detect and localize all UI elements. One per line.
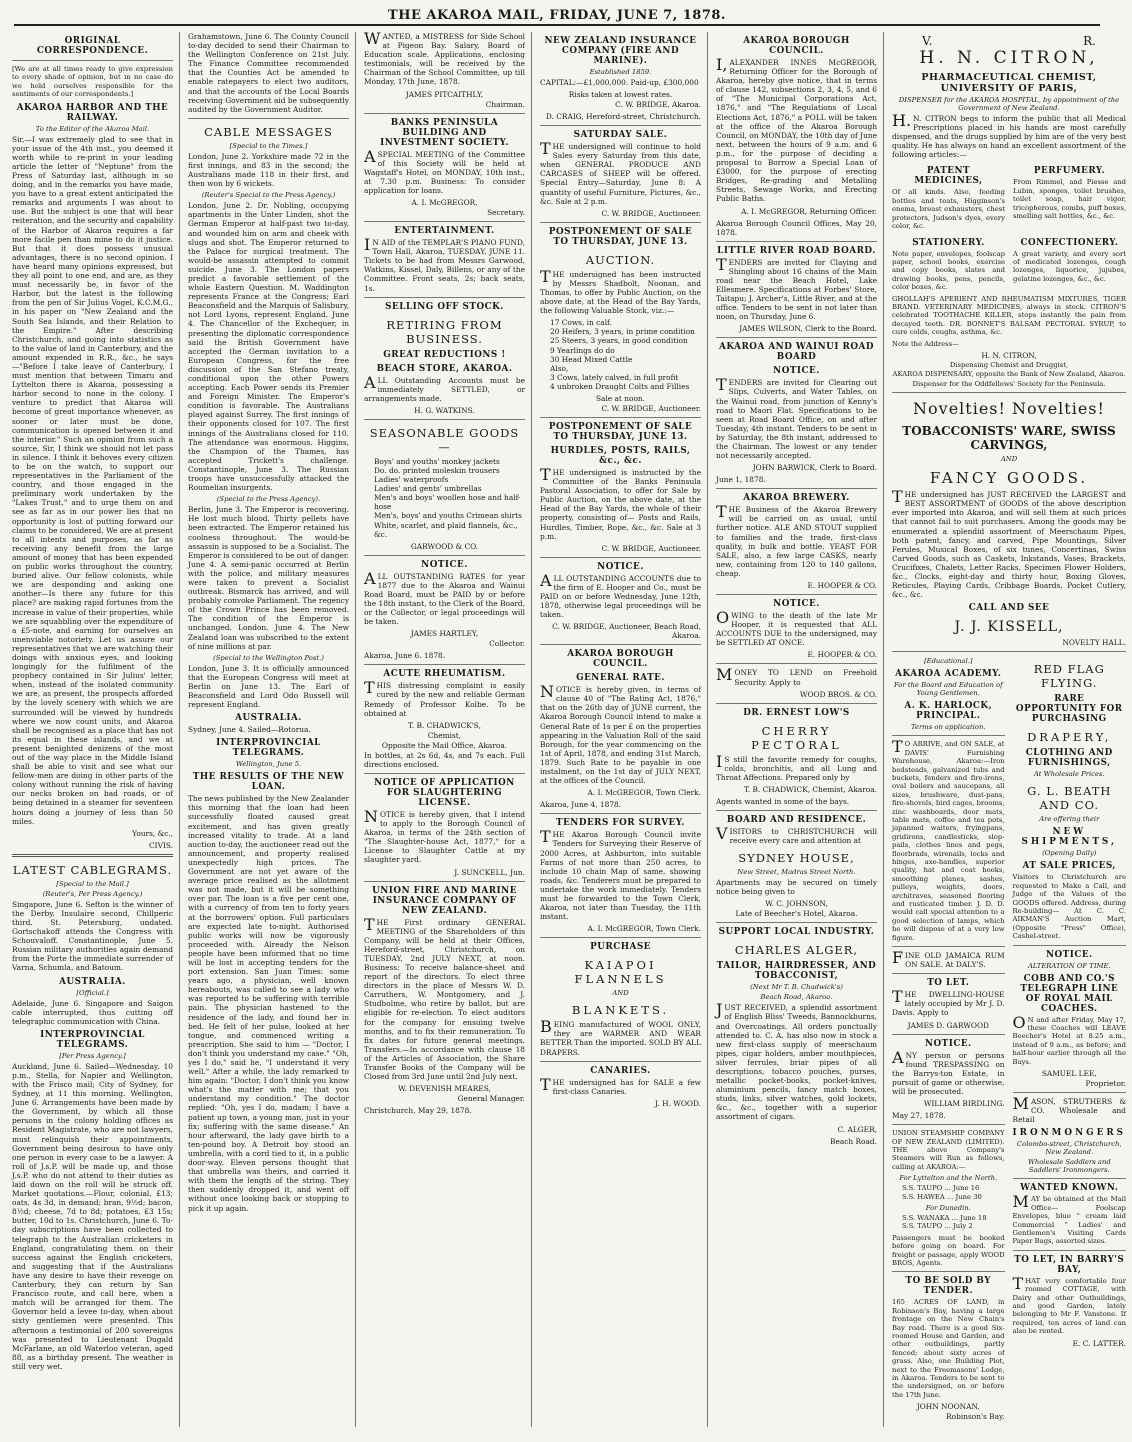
ad-subheading: AND: [1000, 455, 1018, 464]
ad-tag: [Educational.]: [923, 657, 973, 666]
article-body: Singapore, June 6. Sefton is the winner of the Derby. Insulaire second, Chillperic third. St. Petersburg, undated. Gortschakoff attends the Congress with Schouvaloff. Constantinople, June 5. Russian military authorities again demand from the Porte the immediate surrender of Varna, Schumla, and Batoum.: [12, 899, 173, 973]
signature: T. B. CHADWICK, Chemist, Akaroa.: [743, 784, 877, 794]
signature: Robinson's Bay.: [946, 1412, 1005, 1422]
ad-heading: WANTED KNOWN.: [1020, 1183, 1119, 1194]
ad-heading: ENTERTAINMENT.: [394, 226, 495, 237]
ad-subheading: Colombo-street, Christchurch, New Zealand.: [1016, 1140, 1122, 1157]
ad-heading: AKAROA BOROUGH COUNCIL.: [567, 649, 674, 670]
ad-headline: SYDNEY HOUSE,: [738, 851, 855, 866]
signature: C. W. BRIDGE, Auctioneer.: [601, 543, 701, 553]
ad-body: ALL OUTSTANDING RATES for year 1877 due to the Akaroa and Wainui Road Board, must be PAID by or before the 18th instant, to the Clerk of the Board, or the Collector, or legal proceedings will be taken.: [364, 568, 525, 627]
article-body: Sir,—I was extremely glad to see that in your issue of the 4th inst., you deemed it worth while to re-print in your leading article the letter of "Neptune" from the Press of Saturday last, although in so doing, and in the remarks you have made, you have to a great extent anticipated the remarks and arguments I was about to use. But the subject is one that will bear reiteration, and the security and capability of the Harbor of Akaroa requires a far more facile pen than mine to do it justice. But that it does possess unusual advantages, there is no second opinion. I have heard many opinions expressed, but they all point to one end, and are, as they must necessarily be, in favor of the Harbor, but the latest is the following from the pen of Sir Julius Vogel, K.C.M.G., in his paper on "New Zealand and the South Sea Islands, and their Relation to the Empire." After describing Christchurch, and going into statistics as to the value of land in Canterbury, and the amount expended in R.R., &c., he says—"Before I take leave of Canterbury, I must mention that between Timaru and Lyttelton there is Akaroa, possessing a harbor second to none in the colony. I venture to predict that Akaroa will become of great importance whenever, as sooner or later must be done, communication is opened between it and the interior." Such an opinion from such a source, Sir, I think we should not let pass in silence. I think it behoves every citizen to be on the watch, to support our representatives in the Parliament of the country, and those engaged in the preliminary work undertaken by the "Lakes Trust," and to urge them on and see as far as in our power lies that no opportunity is lost of putting forward our claims to be considered. We are at present to all intents and purposes, as far as receiving any benefit from the large amount of money that has been expended on public works throughout the country, buried alive. Our fellow colonists, while we are desponding and asking one another—Is there any future for this place? are making rapid fortunes from the increase in value of their properties, while we are squabbling over the expenditure of a £5-note, and earning for ourselves an unenviable notoriety. Let us assure our representatives that we are watching their doings with anxious eyes, and looking longingly for the fulfilment of the prophecy contained in Sir Julius' letter, when, instead of the isolated community we are, as present, the prospects afforded by the lovely scenery with which we are surrounded will be viewed by hundreds where we now count units, and Akaroa shall be recognised as a place that has not its equal in these islands, and we at present benighted denizens of the most out of the way place in the Middle Island shall be able to visit and see what our fellow-men are doing in other parts of the colony without running the risk of having our necks broken on bad roads, or of being detained in a steamer for seventeen hours doing a journey of less than 50 miles.: [12, 134, 173, 826]
signature: W. C. JOHNSON,: [765, 899, 828, 909]
ad-body: MAY be obtained at the Mail Office— Foolscap Envelopes, blue " cream laid Commercial " Ladies' and Gentlemen's Visiting Cards Paper Bags, assorted sizes.: [1012, 1192, 1126, 1246]
list-item: 17 Cows, in calf.: [550, 318, 612, 328]
royal-cipher: [892, 34, 1126, 48]
subheading: [Per Press Agency.]: [59, 1051, 126, 1060]
subheading: (Reuter's, Per Press Agency.): [42, 889, 143, 898]
ad-heading: TO BE SOLD BY TENDER.: [905, 1276, 991, 1297]
signature: SAMUEL LEE,: [1041, 1069, 1097, 1078]
signature: Yours, &c.,: [132, 828, 173, 838]
ad-body: OWING to the death of the late Mr Hooper, it is requested that ALL ACCOUNTS DUE to the undersigned, may be SETTLED AT ONCE.: [716, 608, 877, 648]
signature: Late of Beecher's Hotel, Akaroa.: [735, 909, 858, 919]
ad-subheading: HURDLES, POSTS, RAILS, &c., &c.: [550, 445, 691, 466]
goods-list: [374, 457, 525, 539]
ad-headline: CHARLES ALGER,: [734, 943, 859, 958]
citron-dispenser: DISPENSER for the AKAROA HOSPITAL, by appointment of the Government of New Zealand.: [898, 96, 1120, 112]
ad-body: THE undersigned has JUST RECEIVED the LARGEST and BEST ASSORTMENT of GOODS of the above description ever imported into Akaroa, and will sell them at such prices that cannot fail to suit purchasers. Among the goods may be enumerated a splendid assortment of Meerschaum Pipes, both patent, fancy, and carved, Pipe Mountings, Silver Ferules, Musical Boxes, of six tunes, Concertinas, Swiss Carved Goods, such as Caskets, Inkstands, Vases, Brackets, Crucifixes, Chalets, Letter Racks, Specimen Flower Holders, &c., Clocks, eight-day and thirty hour, Boxing Gloves, Reticules, Playing Cards, Cribbage Boards, Pocket Cutlery, &c., &c.: [892, 487, 1126, 600]
ad-body: THAT very comfortable four roomed COTTAGE, with Dairy and other Outbuildings, and good Garden, lately belonging to Mr F. Vanstone. If required, ten acres of land can also be rented.: [1012, 1273, 1126, 1336]
signature: A. I. McGREGOR, Returning Officer.: [741, 206, 877, 216]
signature: General Manager.: [457, 1094, 525, 1104]
subheading: [Special to the Times.]: [229, 141, 308, 150]
ad-body: THE DWELLING-HOUSE lately occupied by Mr J. D. Davis. Apply to: [892, 987, 1005, 1018]
list-item: 3 Cows, lately calved, in full profit: [550, 372, 679, 382]
ad-heading: TENDERS FOR SURVEY.: [556, 818, 685, 829]
ad-subheading: Beach Road, Akaroa.: [760, 993, 833, 1002]
citron-goods-grid: [892, 162, 1126, 294]
ad-body: NOTICE is hereby given, in terms of clause 40 of "The Rating Act, 1876," that on the 26th day of JUNE current, the Akaroa Borough Council intend to make a General Rate of 1s per £ on the properties appearing in the Valuation Roll of the said Borough, for the year commencing on the 1st of April, 1878, and ending 31st March, 1879. Such Rate to be payable in one instalment, on the 1st day of JULY NEXT, at the offices of the Council.: [540, 682, 701, 786]
signature: E. C. LATTER.: [1072, 1338, 1126, 1348]
ad-body: ON and after Friday, May 17, these Coaches will LEAVE Beecher's Hotel at 8.25 a.m., instead of 9 a.m., as before; and half-hour earlier through all the Bays.: [1012, 1012, 1126, 1066]
ad-headline: RED FLAG FLYING.: [1033, 662, 1105, 691]
article-subheading: To the Editor of the Akaroa Mail.: [35, 124, 150, 133]
list-item: Do. do. printed moleskin trousers: [374, 465, 500, 475]
signature: CIVIS.: [149, 840, 173, 850]
section-heading: LATEST CABLEGRAMS.: [12, 862, 173, 877]
column-3: [364, 29, 532, 1427]
ad-headline: A. K. HARLOCK, PRINCIPAL.: [904, 701, 993, 722]
ad-heading: POSTPONEMENT OF SALE TO THURSDAY, JUNE 13.: [548, 226, 693, 247]
signature: J. SUNCKELL, Jun.: [454, 867, 525, 877]
ad-body: In bottles, at 2s 6d, 4s, and 7s each. Full directions enclosed.: [364, 750, 525, 769]
ad-body: H.N. CITRON begs to inform the public that all Medical Prescriptions placed in his hands are most carefully dispensed, and the drugs supplied by him are of the very best quality. He has always on hand an excellent assortment of the following articles:—: [892, 111, 1126, 160]
signature: JOHN BARWICK, Clerk to Board.: [752, 463, 877, 473]
date-line: Akaroa, June 4, 1878.: [540, 800, 622, 810]
ad-body: THE Akaroa Borough Council invite Tenders for Surveying their Reserve of 2000 Acres, at Ashburton, into suitable Farms of not more than 250 acres, to include 10 chain Map of same, showing roads, &c. Tenderers must be prepared to undertake the work immediately. Tenders must be forwarded to the Town Clerk, Akaroa, not later than Tuesday, the 11th instant.: [540, 827, 701, 922]
list-item: Men's and boys' woollen hose and half-hose: [374, 493, 521, 512]
column-4: [540, 32, 708, 1427]
ad-headline: G. L. BEATH AND CO.: [1027, 784, 1112, 813]
ad-body: NOTICE is hereby given, that I intend to apply to the Borough Council of Akaroa, in terms of the 24th section of "The Slaughter-house Act, 1877," for a License to Slaughter Cattle at my slaughter yard.: [364, 806, 525, 865]
list-item: Men's, boys' and youths Crimean shirts: [374, 511, 522, 521]
signature: W. DEVENISH MEARES,: [398, 1084, 491, 1094]
signature: Collector.: [489, 639, 525, 649]
signature: E. HOOPER & CO.: [807, 581, 877, 591]
kissell-name: J. J. KISSELL,: [954, 619, 1064, 636]
ad-body: UNION STEAMSHIP COMPANY OF NEW ZEALAND (LIMITED). THE above Company's Steamers will Run as follows, calling at AKAROA:—: [892, 1129, 1005, 1171]
ad-body: Agents wanted in some of the bays.: [716, 796, 850, 806]
ad-heading: DR. ERNEST LOW'S: [743, 707, 850, 718]
article-body: The news published by the New Zealander this morning that the loan had been successfully floated caused great excitement, and has given greatly increased vitality to trade. At a land auction to-day, the auctioneer read out the announcement, and property realised unexpectedly high prices. The Government are not yet aware of the average price realised as the allotment was not made, but it will be something over par. The loan is a five per cent one, with a currency of from ten to forty years at the borrowers' option. Full particulars are expected late to-night. Authorised public works will now be vigorously proceeded with. Already the Nelson people have been informed that no time will be lost in accepting tenders for the port extension. San Juan Times: some years ago, a physician, well known hereabouts, was called to see a lady who was reported to be suffering with terrible pain. The physician hastened to the residence of the lady, and found her in bed. He felt of her pulse, looked at her tongue, and commenced writing a prescription. She said to him — "Doctor, I don't think you understand my case." "Oh, yes I do," said he, "I understand it very well." After a while, the lady remarked to him again: "Doctor, I don't think you know what's the matter with me; that you understand my condition." The doctor replied: "Oh, yes I do, madam; I have a patient up town, a young man, just in your fix; suffering with the same disease." An hour afterward, the lady gave birth to a ten-pound boy. A Detroit boy stood an umbrella, with a cord tied to it, in a public door-way. Eleven persons thought that that umbrella was theirs, and carried it with them the length of the string. They then suddenly dropped it, and went off without once looking back or stopping to pick it up again.: [188, 794, 349, 1213]
ad-subheading: PERFUMERY.: [1033, 166, 1106, 177]
ad-body: Passengers must be booked before going on board. For freight or passage, apply WOOD BROS, Agents.: [892, 1233, 1005, 1267]
ad-body: VISITORS to CHRISTCHURCH will receive every care and attention at: [716, 823, 877, 846]
article-body: Berlin, June 3. The Emperor is recovering. He lost much blood. Thirty pellets have been extracted. The Emperor retained his coolness throughout. The would-be assassin is supposed to be a Socialist. The Emperor is considered to be out of danger. June 4. A semi-panic occurred at Berlin with the police, and military measures were taken to prevent a Socialist outbreak. Bismarck has arrived, and will probably convoke Parliament. The regency of the Crown Prince has been removed. The condition of the Emperor is unchanged. London, June 4. The New Zealand loan was subscribed to the extent of nine millions at par.: [188, 505, 349, 651]
fancy-goods-headline: FANCY GOODS.: [929, 469, 1089, 488]
signature: Dispensing Chemist and Druggist,: [949, 360, 1069, 369]
list-item: Boys' and youths' monkey jackets: [374, 456, 500, 466]
signature: WOOD BROS. & CO.: [799, 689, 877, 699]
ad-heading: UNION FIRE AND MARINE INSURANCE COMPANY OF NEW ZEALAND.: [372, 885, 517, 916]
list-item: S.S. TAUPO ... July 2: [902, 1222, 973, 1231]
section-heading: INTERPROVINCIAL TELEGRAMS.: [216, 738, 321, 759]
ad-subheading: PATENT MEDICINES,: [914, 166, 983, 187]
list-item: Also,: [550, 363, 569, 373]
signature: Chemist,: [427, 730, 462, 740]
ad-body: From Rimmel, and Piesse and Lubin, sponges, toilet brushes, toilet soap, hair vigor, tricopherous, combs, puff boxes, smelling salt bottles, &c., &c.: [1013, 178, 1126, 221]
ad-subheading: For the Board and Education of Young Gentlemen.: [893, 681, 1003, 698]
ad-subheading: RARE OPPORTUNITY FOR PURCHASING: [1015, 694, 1123, 725]
ad-body: THE undersigned has been instructed by Messrs Shadbolt, Noonan, and Thomas, to offer by Public Auction, on the above date, at the Head of the Bay Yards, the following Valuable Stock, viz.:—: [540, 266, 701, 316]
list-item: Ladies' waterproofs: [374, 475, 449, 485]
date-line: Akaroa, June 6. 1878.: [364, 651, 446, 661]
ad-heading: SELLING OFF STOCK.: [385, 301, 504, 312]
signature: Dispenser for the Oddfellows' Society for the Peninsula.: [912, 379, 1106, 388]
ad-headline: RETIRING FROM BUSINESS.: [386, 317, 503, 346]
sailing-list: [902, 1184, 1005, 1201]
signature: H. G. WATKINS.: [414, 405, 475, 415]
ad-body: MASON, STRUTHERS & CO. Wholesale and Retail: [1012, 1094, 1126, 1125]
ad-heading: PURCHASE: [590, 942, 651, 953]
ad-body: THE undersigned has for SALE a few first-class Canaries.: [540, 1074, 701, 1096]
signature: GARWOOD & CO.: [410, 541, 479, 551]
column-2: [188, 32, 356, 1427]
ad-heading: CANARIES.: [590, 1065, 651, 1076]
ad-headline: COBB AND CO.'S TELEGRAPH LINE OF ROYAL MAIL COACHES.: [1020, 973, 1119, 1014]
signature: T. B. CHADWICK'S,: [408, 720, 481, 730]
date-line: June 1, 1878.: [716, 475, 766, 485]
ad-heading: BOARD AND RESIDENCE.: [726, 814, 867, 825]
subheading: (Special to the Press Agency).: [216, 495, 321, 504]
signature: AKAROA DISPENSARY, opposite the Bank of New Zealand, Akaroa.: [892, 370, 1126, 379]
ad-body: ANY person or persons found TRESPASSING on the Barrys-ton Estate, in pursuit of game or otherwise, will be prosecuted.: [892, 1047, 1005, 1096]
signature: JOHN NOONAN,: [916, 1402, 980, 1412]
masthead: THE AKAROA MAIL, FRIDAY, JUNE 7, 1878.: [14, 0, 1100, 26]
ad-subheading: GENERAL RATE.: [576, 673, 665, 684]
ad-heading: NOTICE OF APPLICATION FOR SLAUGHTERING LICENSE.: [374, 777, 515, 808]
stationery-block: [892, 234, 1005, 295]
ad-heading: NOTICE.: [597, 561, 644, 572]
ad-subheading: For Dunedin.: [925, 1203, 971, 1212]
ad-body: THE First ordinary GENERAL MEETING of the Shareholders of this Company, will be held at their Offices, Hereford-street, Christchurch, on TUESDAY, 2nd JULY NEXT, at noon. Business: To receive balance-sheet and report of the directors. To elect three directors in the place of Messrs W. D. Carruthers, W. Montgomery, and J. Studholme, who retire by ballot, but are eligible for re-election. To elect auditors for the company for ensuing twelve months, and to fix their remuneration. To fix dates for future general meetings. Transfers.—In accordance with clause 18 of the Articles of Association, the Share Transfer Books of the Company will be Closed from 3rd June until 2nd July next.: [364, 914, 525, 1082]
ad-body: THE undersigned will continue to hold Sales every Saturday from this date, when GENERAL PRODUCE AND CARCASES of SHEEP will be offered. Special Entry—Saturday, June 8: A quantity of useful Furniture, Pictures, &c., &c. Sale at 2 p.m.: [540, 139, 701, 206]
ad-subheading: Established 1859.: [589, 68, 652, 76]
ad-body: THE Business of the Akaroa Brewery will be carried on as usual, until further notice. ALE AND STOUT supplied to families and the trade, first-class quality, in bulk and bottle. YEAST FOR SALE, also, a few large CASKS, nearly new, containing from 120 to 140 gallons, cheap.: [716, 502, 877, 578]
subheading: (Reuter's Special to the Press Agency.): [201, 191, 336, 200]
citron-name: H. N. CITRON,: [919, 48, 1099, 68]
ad-body: Risks taken at lowest rates.: [568, 90, 673, 100]
ad-body: TENDERS are invited for Claying and Shingling about 16 chains of the Main road near the Beach Hotel, Lake Ellesmere. Specifications at Forbes' Store, Taitapu; J. Archer's, Little River, and at the office. Tenders to be sent in not later than noon, on Thursday, June 6.: [716, 254, 877, 322]
ad-body: Note the Address—: [892, 339, 959, 348]
article-body: London, June 2. Dr. Nobling, occupying apartments in the Unter Linden, shot the German Emperor at half-past two to-day, and wounded him on arm and cheek with slugs and shot. The Emperor returned to the Palace for surgical treatment. The would-be assassin attempted to commit suicide. June 3. The London papers predict a favorable settlement of the whole Eastern Question. M. Waddington represents France at the Congress; Earl Beaconsfield and the Marquis of Salisbury, not Lord Lyons, represent England. June 4. The Chancellor of the Exchequer, in presenting the diplomatic correspondence said the British Government have accepted the German invitation to a European Congress, for the free discussion of the San Stefano treaty, conditional upon the other Powers accepting. Each Power sends its Premier and Foreign Minister. The Emperor's condition is favorable. The Australians played against Surrey. The first innings of their opponents closed for 107. The first innings of the Australians closed for 110. The attendance was enormous. Higgins, the Champion of the Thames, has accepted Trickett's challenge. Constantinople, June 3. The Russian troops have unsuccessfully attacked the Roumelian insurgents.: [188, 201, 349, 493]
list-item: S.S. HAWEA ... June 30: [902, 1192, 982, 1201]
ad-subheading: AND: [612, 989, 629, 998]
ad-subheading: (Next Mr T. B. Chadwick's): [750, 983, 843, 992]
signature: Proprietor.: [1085, 1079, 1126, 1088]
ad-heading: POSTPONEMENT OF SALE TO THURSDAY, JUNE 13.: [548, 421, 693, 442]
ad-heading: NOTICE.: [421, 559, 468, 570]
ad-heading: NOTICE.: [773, 599, 820, 610]
signature: A. I. McGREGOR, Town Clerk.: [587, 924, 701, 934]
ad-body: ALL Outstanding Accounts must be immediately SETTLED, or arrangements made.: [364, 372, 525, 403]
ad-subheading: AT SALE PRICES,: [1022, 861, 1116, 872]
ad-heading: AKAROA BOROUGH COUNCIL.: [743, 36, 850, 56]
article-body: London, June 3. It is officially announced that the European Congress will meet at Berlin on June 13. The Earl of Beaconsfield and Lord Odo Russell will represent England.: [188, 663, 349, 710]
signature: JAMES HARTLEY,: [410, 629, 479, 639]
ad-body: MONEY TO LEND on Freehold Security. Apply to: [716, 665, 877, 687]
signature: C. ALGER,: [837, 1124, 877, 1134]
ad-subheading: At Wholesale Prices.: [1033, 770, 1105, 779]
ad-body: A great variety, and every sort of medicated lozenges, cough lozenges, liquorice, jujubes, gelatine lozenges, &c., &c.: [1013, 249, 1126, 283]
ad-body: ALL OUTSTANDING ACCOUNTS due to the firm of E. Hooper and Co., must be PAID on or before Wednesday, June 12th, 1878, otherwise legal proceedings will be taken.: [540, 570, 701, 620]
signature: J. H. WOOD.: [655, 1098, 701, 1108]
cipher-v: V.: [922, 34, 933, 48]
ad-headline: DRAPERY,: [1027, 730, 1112, 745]
confectionery-block: [1013, 234, 1126, 295]
ad-body: IS still the favorite remedy for coughs, colds, bronchitis, and all Lung and Throat Affections. Prepared only by: [716, 751, 877, 782]
section-heading: AUSTRALIA.: [235, 713, 302, 724]
ad-heading: LITTLE RIVER ROAD BOARD.: [717, 245, 876, 256]
sailing-list: [902, 1214, 1005, 1231]
article-body: Adelaide, June 6. Singapore and Saigon cable interrupted, thus cutting off telegraphic communication with China.: [12, 998, 173, 1026]
ad-subheading: Terms on application.: [911, 723, 986, 732]
ad-body: GHOLLAH'S APERIENT AND RHEUMATISM MIXTURES, TIGER BRAND. VETERINARY MEDICINES, always in stock. CITRON'S celebrated TOOTHACHE KILLER, stops instantly the pain from decayed teeth. DR. BONNET'S BALSAM PECTORAL SYRUP, to cure colds, coughs, asthma, &c.: [892, 294, 1126, 337]
signature: C. W. BRIDGE, Auctioneer.: [601, 403, 701, 413]
subheading: [Special to the Mail.]: [56, 879, 129, 888]
ad-heading: AKAROA ACADEMY.: [895, 669, 1002, 680]
ad-headline: KAIAPOI FLANNELS: [574, 958, 667, 987]
ad-body: TO ARRIVE, and ON SALE, at DAVIS' Furnishing Warehouse, Akaroa:—Iron bedsteads, galvanized tubs and buckets, fenders and fire-irons, oval boilers and saucepans, all sizes, brushware, dust-pans, fire-shovels, bird cages, brooms, zinc washboards, door mats, table mats, coffee and tea pots, japanned waiters, fryingpans, gridirons, candlesticks, slop-pails, clothes lines and pegs, floorbrads, wirenails, locks and hinges, axe-handles, superior quality, hat and coat hooks, smoothing planes, sashes, pulleys, weights, doors, architraves, seasoned flooring and rusticated timber. J. D. D. would call special attention to a good selection of lamps, which he will dispose of at a very low figure.: [892, 737, 1005, 942]
signature: Beach Road.: [830, 1136, 877, 1146]
signature: A. I. McGREGOR,: [411, 198, 478, 208]
ad-body: THIS distressing complaint is easily cured by the new and reliable German Remedy of Professor Kolbe. To be obtained at: [364, 678, 525, 718]
ad-heading: NOTICE.: [1045, 949, 1093, 960]
stock-list: [550, 318, 701, 391]
subheading: [Official.]: [76, 988, 109, 997]
ad-subheading: CALL AND SEE: [968, 603, 1050, 614]
ad-body: Note paper, envelopes, foolscap paper, school books, exercise and copy books, slates and drawing books, pens, pencils, color boxes, &c.: [892, 249, 1005, 292]
date-line: May 27, 1878.: [892, 1111, 946, 1120]
list-item: Ladies' and gents' umbrellas: [374, 484, 482, 494]
ad-heading: SATURDAY SALE.: [573, 130, 668, 141]
date-line: Christchurch, May 29, 1878.: [364, 1106, 472, 1116]
ad-heading: NOTICE.: [924, 1038, 972, 1049]
columns: [0, 26, 1126, 1432]
signature: D. CRAIG, Hereford-street, Christchurch.: [545, 112, 701, 122]
ad-headline: SEASONABLE GOODS—: [369, 425, 520, 454]
lower-ads-grid: [892, 656, 1126, 1424]
column-6: [892, 32, 1132, 1427]
ad-subheading: NOTICE.: [773, 366, 820, 377]
ad-headline: IRONMONGERS: [1012, 1128, 1126, 1139]
ad-body: BEING manufactured of WOOL ONLY, they are WARMER AND WEAR BETTER Than the imported. SOLD BY ALL DRAPERS.: [540, 1017, 701, 1057]
section-heading: INTERPROVINCIAL TELEGRAMS.: [40, 1029, 145, 1050]
article-body: Sydney, June 4. Sailed—Rotorua.: [188, 725, 311, 735]
ad-subheading: CLOTHING AND FURNISHINGS,: [1025, 748, 1113, 769]
ad-subheading: Wholesale Saddlers and Saddlers' Ironmongers.: [1027, 1158, 1111, 1175]
signature: A. I. McGREGOR, Town Clerk.: [587, 788, 701, 798]
section-heading: CABLE MESSAGES: [204, 124, 333, 139]
ad-subheading: GREAT REDUCTIONS !: [383, 349, 506, 360]
signature: JAMES WILSON, Clerk to the Board.: [739, 324, 877, 334]
ad-headline: NEW SHIPMENTS,: [1021, 827, 1118, 848]
signature: JAMES PITCAITHLY,: [405, 89, 484, 99]
list-item: 30 Head Mixed Cattle: [550, 354, 633, 364]
signature: Secretary.: [487, 208, 525, 218]
article-body: Grahamstown, June 6. The County Council to-day decided to send their Chairman to the Wellington Conference on 21st July. The Finance Committee recommended that the Counties Act be amended to enable ratepayers to elect two auditors, and that the accounts of the Local Boards receiving Government aid be subsequently audited by the Government Auditor.: [188, 32, 349, 114]
ad-body: CAPITAL:—£1,000,000. Paid-up, £300,000: [540, 78, 699, 87]
patent-block: [892, 162, 1005, 233]
lower-right-ads: [1013, 656, 1126, 1424]
date-line: Akaroa Borough Council Offices, May 20, 1878.: [716, 218, 877, 237]
column-1: [12, 32, 180, 1427]
ad-subheading: BEACH STORE, AKAROA.: [376, 363, 513, 374]
ad-body: Sale at noon.: [595, 393, 646, 403]
cipher-r: R.: [1083, 34, 1096, 48]
article-heading: AKAROA HARBOR AND THE RAILWAY.: [16, 102, 169, 123]
list-item: S.S. TAUPO ... June 16: [902, 1184, 980, 1193]
ad-heading: AKAROA BREWERY.: [743, 493, 850, 504]
signature: C. W. BRIDGE, Auctioneer, Beach Road, Akaroa.: [552, 622, 701, 641]
citron-title: PHARMACEUTICAL CHEMIST, UNIVERSITY OF PARIS,: [921, 72, 1097, 94]
ad-headline: AUCTION.: [585, 252, 656, 267]
signature: JAMES D. GARWOOD: [907, 1020, 989, 1030]
signature: C. W. BRIDGE, Akaroa.: [615, 100, 701, 110]
column-5: [716, 32, 884, 1427]
ad-subheading: (Opening Daily): [1042, 849, 1097, 858]
ad-heading: BANKS PENINSULA BUILDING AND INVESTMENT SOCIETY.: [380, 117, 509, 148]
list-item: 25 Steers, 3 years, in good condition: [550, 336, 688, 346]
signature: H. N. CITRON,: [981, 350, 1037, 360]
ad-body: FINE OLD JAMAICA RUM ON SALE. At DALY'S.: [892, 948, 1005, 970]
ad-body: JUST RECEIVED, a splendid assortment of English Bliss' Tweeds, Bannockburns, and Overcoatings. All orders punctually attended to. C. A. has also now in stock a new first-class supply of meerschaum pipes, cigar holders, amber mouthpieces, silver ferrules, briar pipes of all descriptions, tobacco pouches, purses, metallic pocket-books, pocket-knives, aluminium pencils, fancy match boxes, studs, links, silver watches, gold lockets, &c., &c., together with a superior assortment of cigars.: [716, 1000, 877, 1122]
ad-subheading: Are offering their: [1039, 815, 1100, 824]
article-heading: THE RESULTS OF THE NEW LOAN.: [192, 772, 345, 793]
ad-heading: TO LET, IN BARRY'S BAY,: [1014, 1254, 1125, 1275]
ad-subheading: For Lyttelton and the North.: [899, 1174, 998, 1183]
list-item: 4 unbroken Draught Colts and Fillies: [550, 381, 690, 391]
ad-headline: CHERRY PECTORAL: [751, 723, 842, 752]
ad-body: ASPECIAL MEETING of the Committee of this Society will be held at Wagstaff's Hotel, on MONDAY, 10th inst., at 7.30 p.m. Business: To consider application for loans.: [364, 146, 525, 195]
ad-body: TENDERS are invited for Clearing out Slips, Culverts, and Water Tables, on the Wainui road, from junction of Kenny's road to Maori Flat. Specifications to be seen at Road Board Office, on and after Tuesday, 4th instant. Tenders to be sent in by Saturday, the 8th instant, addressed to the Chairman. The lowest or any tender not necessarily accepted.: [716, 375, 877, 461]
ad-subheading: CONFECTIONERY.: [1020, 237, 1119, 248]
signature: E. HOOPER & CO.: [807, 650, 877, 660]
signature: Opposite the Mail Office, Akaroa.: [381, 740, 508, 750]
ad-subheading: ALTERATION OF TIME.: [1027, 961, 1111, 970]
subheading: Wellington, June 5.: [235, 760, 302, 769]
ad-body: 165 ACRES OF LAND, in Robinson's Bay, having a large frontage on the New Chain's Bay road. There is a good Six-roomed House and Garden, and other outbuildings, partly fenced; about sixty acres of grass. Also, one Building Plot, next to the Freemasons' Lodge, in Akaroa. Tenders to be sent to the undersigned, on or before the 17th June.: [892, 1298, 1005, 1399]
perfumery-block: [1013, 162, 1126, 233]
list-item: 9 Yearlings do do: [550, 345, 615, 355]
subheading: (Special to the Wellington Post.): [213, 653, 324, 662]
ad-body: I,ALEXANDER INNES McGREGOR, Returning Officer for the Borough of Akaroa, hereby give notice, that in terms of clause 142, subsections 2, 3, 4, 5, and 6 of "The Municipal Corporations Act, 1876," and "The Regulations of Local Elections Act, 1876," a POLL will be taken at the office of the Akaroa Borough Council, on MONDAY, the 10th day of June next, between the hours of 9 a.m. and 6 p.m., for the purpose of deciding a proposal to Borrow a Special Loan of £3000, for the purpose of erecting Bridges, Re-grading and Metalling Streets, Sewage Works, and Erecting Public Baths.: [716, 55, 877, 204]
ad-headline: BLANKETS.: [571, 1003, 670, 1018]
lower-left-ads: [892, 656, 1005, 1424]
ad-body: THE undersigned is instructed by the Committee of the Banks Peninsula Pastoral Association, to offer for Sale by Public Auction, on the above date, at the Head of the Bay Yards, the whole of their property, consisting of— Posts and Rails, Hurdles, Timber, Rope, &c., &c. Sale at 3 p.m.: [540, 464, 701, 541]
signature: WILLIAM BIRDLING.: [923, 1099, 1005, 1108]
tobacconists-headline: TOBACCONISTS' WARE, SWISS CARVINGS,: [902, 424, 1116, 453]
ad-heading: TO LET.: [927, 978, 970, 989]
ad-heading: SUPPORT LOCAL INDUSTRY.: [718, 927, 875, 938]
ad-body: Visitors to Christchurch are requested to Make a Call, and Judge of the Values of the GOODS offered. Address, during Re-building— At C. C. AIKMAN'S Auction Mart, (Opposite "Press" Office), Cashel-street.: [1012, 873, 1126, 941]
novelties-headline: Novelties! Novelties!: [913, 399, 1105, 419]
article-body: London, June 2. Yorkshire made 72 in the first innings, and 83 in the second; the Australians made 118 in their first, and then won by 6 wickets.: [188, 151, 349, 189]
ad-heading: NEW ZEALAND INSURANCE COMPANY (FIRE AND MARINE).: [544, 36, 697, 66]
ad-body: IN AID of the TEMPLAR'S PIANO FUND, Town Hall, Akaroa, TUESDAY, JUNE 11. Tickets to be had from Messrs Garwood, Watkins, Kissel, Daly, Billens, or any of the Committee. Front seats, 2s; back seats, 1s.: [364, 235, 525, 293]
signature: C. W. BRIDGE, Auctioneer.: [601, 208, 701, 218]
ad-subheading: New Street, Madras Street North.: [737, 868, 856, 877]
editor-note: [We are at all times ready to give expression to every shade of opinion, but in no case do we hold ourselves responsible for the sentiments of our correspondents.]: [12, 65, 173, 99]
list-item: White, scarlet, and plaid flannels, &c., &c.: [374, 520, 518, 539]
ad-body: Of all kinds. Also, feeding bottles and teats, Higginson's enema, breast exhausters, chest protectors, Judson's dyes, every color, &c.: [892, 188, 1005, 231]
section-heading: AUSTRALIA.: [59, 976, 126, 987]
signature: Chairman.: [485, 99, 525, 109]
section-heading: ORIGINAL CORRESPONDENCE.: [36, 36, 149, 56]
article-body: Auckland, June 6. Sailed—Wednesday, 10 p.m., Stella, for Napier and Wellington, with the Frisco mail; City of Sydney, for Sydney, at 11 this morning. Wellington, June 6. Arrangements have been made by the Government, by which all those persons in the colony holding offices as Resident Magistrate, who are not lawyers, must relinquish their appointments, Government being desirous to have only one person in every case to be a lawyer. A roll of J.s.P. will be made up, and those J.s.P. who do not attend to their duties as laid down on the roll will be struck off. Market quotations.—Flour, colonial, £13; oats, 4s 3d, in demand; bran, 9½d; bacon, 8½d; cheese, 7d to 8d; potatoes, £3 15s; butter, 10d to 1s. Christchurch, June 6. To-day subscriptions have been collected to telegraph to the Australian cricketers in England, congratulating them on their success against the English cricketers, and suggesting that if the Australians have any desire to have their revenge on Canterbury, they can return by San Francisco route, and call here, when a match will be arranged for them. The Governor held a levee to-day, when about sixty gentlemen were presented. This afternoon a testimonial of 200 sovereigns was presented to Lieutenant Dugald McFarlane, an old Waterloo veteran, aged 88, as a birthday present. The weather is still very wet.: [12, 1061, 173, 1371]
list-item: S.S. WANAKA ... June 18: [902, 1213, 987, 1222]
ad-subheading: TAILOR, HAIRDRESSER, AND TOBACCONIST,: [716, 961, 877, 982]
list-item: 20 Heifers, 3 years, in prime condition: [550, 327, 695, 337]
ad-heading: AKAROA AND WAINUI ROAD BOARD: [719, 342, 874, 363]
ad-body: WANTED, a MISTRESS for Side School at Pigeon Bay. Salary, Board of Education scale. Applications, enclosing testimonials, will be received by the Chairman of the School Committee, up till Monday, 17th June, 1878.: [364, 29, 525, 87]
ad-body: Apartments may be secured on timely notice being given to: [716, 878, 877, 897]
signature: NOVELTY HALL.: [1062, 638, 1126, 648]
ad-heading: ACUTE RHEUMATISM.: [383, 669, 506, 680]
ad-subheading: STATIONERY.: [912, 237, 985, 248]
